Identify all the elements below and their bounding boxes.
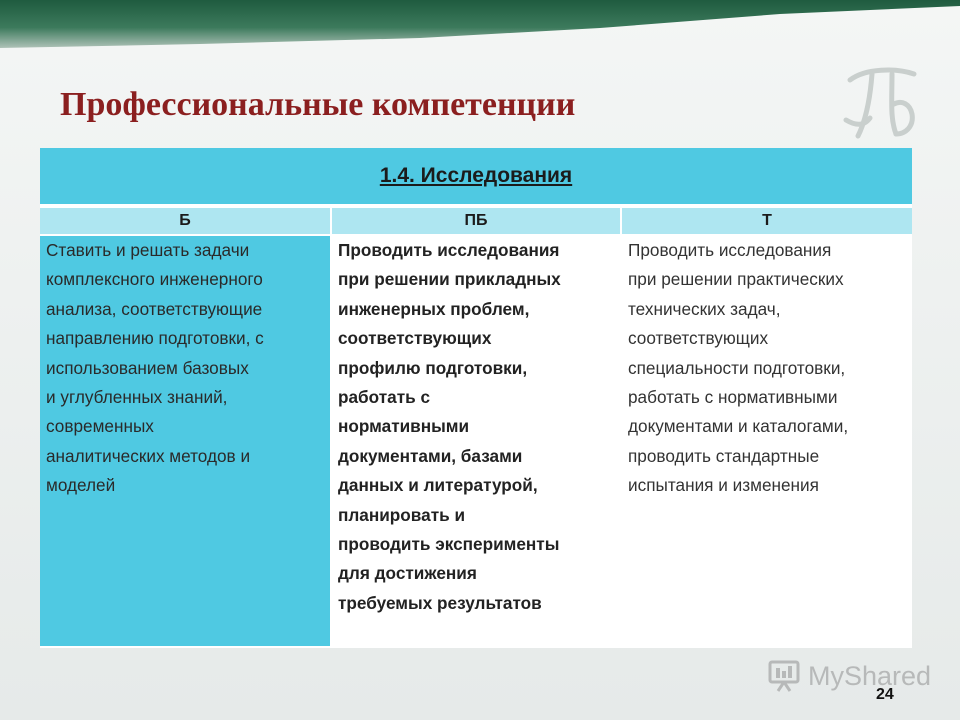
column-header-t: Т (622, 208, 912, 234)
cell-line: планировать и (338, 504, 466, 525)
cell-line: Ставить и решать задачи (46, 240, 250, 260)
cell-line: работать с нормативными (628, 387, 838, 408)
myshared-watermark (766, 656, 931, 696)
cell-line: Проводить исследования (628, 240, 832, 260)
table-main-header (40, 148, 912, 204)
cell-line: проводить стандартные (628, 445, 820, 466)
presentation-icon (766, 658, 802, 694)
cell-line: проводить эксперименты (338, 534, 560, 555)
cell-line: аналитических методов и (46, 445, 251, 466)
cell-line: направлению подготовки, с (46, 328, 264, 349)
cell-line: работать с (338, 387, 431, 408)
slide-title: Профессиональные компетенции (60, 86, 576, 123)
column-header-b: Б (40, 208, 330, 234)
cell-line: моделей (46, 475, 116, 496)
cell-line: для достижения (338, 563, 477, 584)
cell-line: использованием базовых (46, 357, 249, 378)
cell-line: нормативными (338, 416, 470, 437)
cell-line: комплексного инженерного (46, 269, 263, 290)
cell-line: испытания и изменения (628, 475, 819, 496)
cell-line: требуемых результатов (338, 592, 542, 613)
column-header-pb: ПБ (332, 208, 620, 234)
slide-number: 24 (876, 686, 894, 703)
cell-line: анализа, соответствующие (46, 298, 263, 319)
university-monogram-icon (836, 60, 926, 144)
column-b-cell (40, 236, 330, 646)
cell-line: документами и каталогами, (628, 416, 849, 437)
cell-line: соответствующих (338, 328, 492, 349)
competencies-table (40, 148, 912, 648)
cell-line: технических задач, (628, 298, 781, 319)
column-pb-cell (332, 236, 620, 646)
table-main-header-label: 1.4. Исследования (379, 164, 573, 187)
watermark-text: MyShared (808, 660, 932, 691)
cell-line: данных и литературой, (338, 475, 538, 496)
cell-line: Проводить исследования (338, 240, 560, 260)
cell-line: инженерных проблем, (338, 298, 530, 319)
cell-line: современных (46, 416, 154, 437)
cell-line: соответствующих (628, 328, 769, 349)
cell-line: при решении прикладных (338, 269, 561, 290)
cell-line: при решении практических (628, 269, 844, 290)
cell-line: специальности подготовки, (628, 357, 846, 378)
column-t-cell (622, 236, 912, 646)
cell-line: профилю подготовки, (338, 357, 528, 378)
cell-line: документами, базами (338, 445, 523, 466)
cell-line: и углубленных знаний, (46, 387, 228, 408)
